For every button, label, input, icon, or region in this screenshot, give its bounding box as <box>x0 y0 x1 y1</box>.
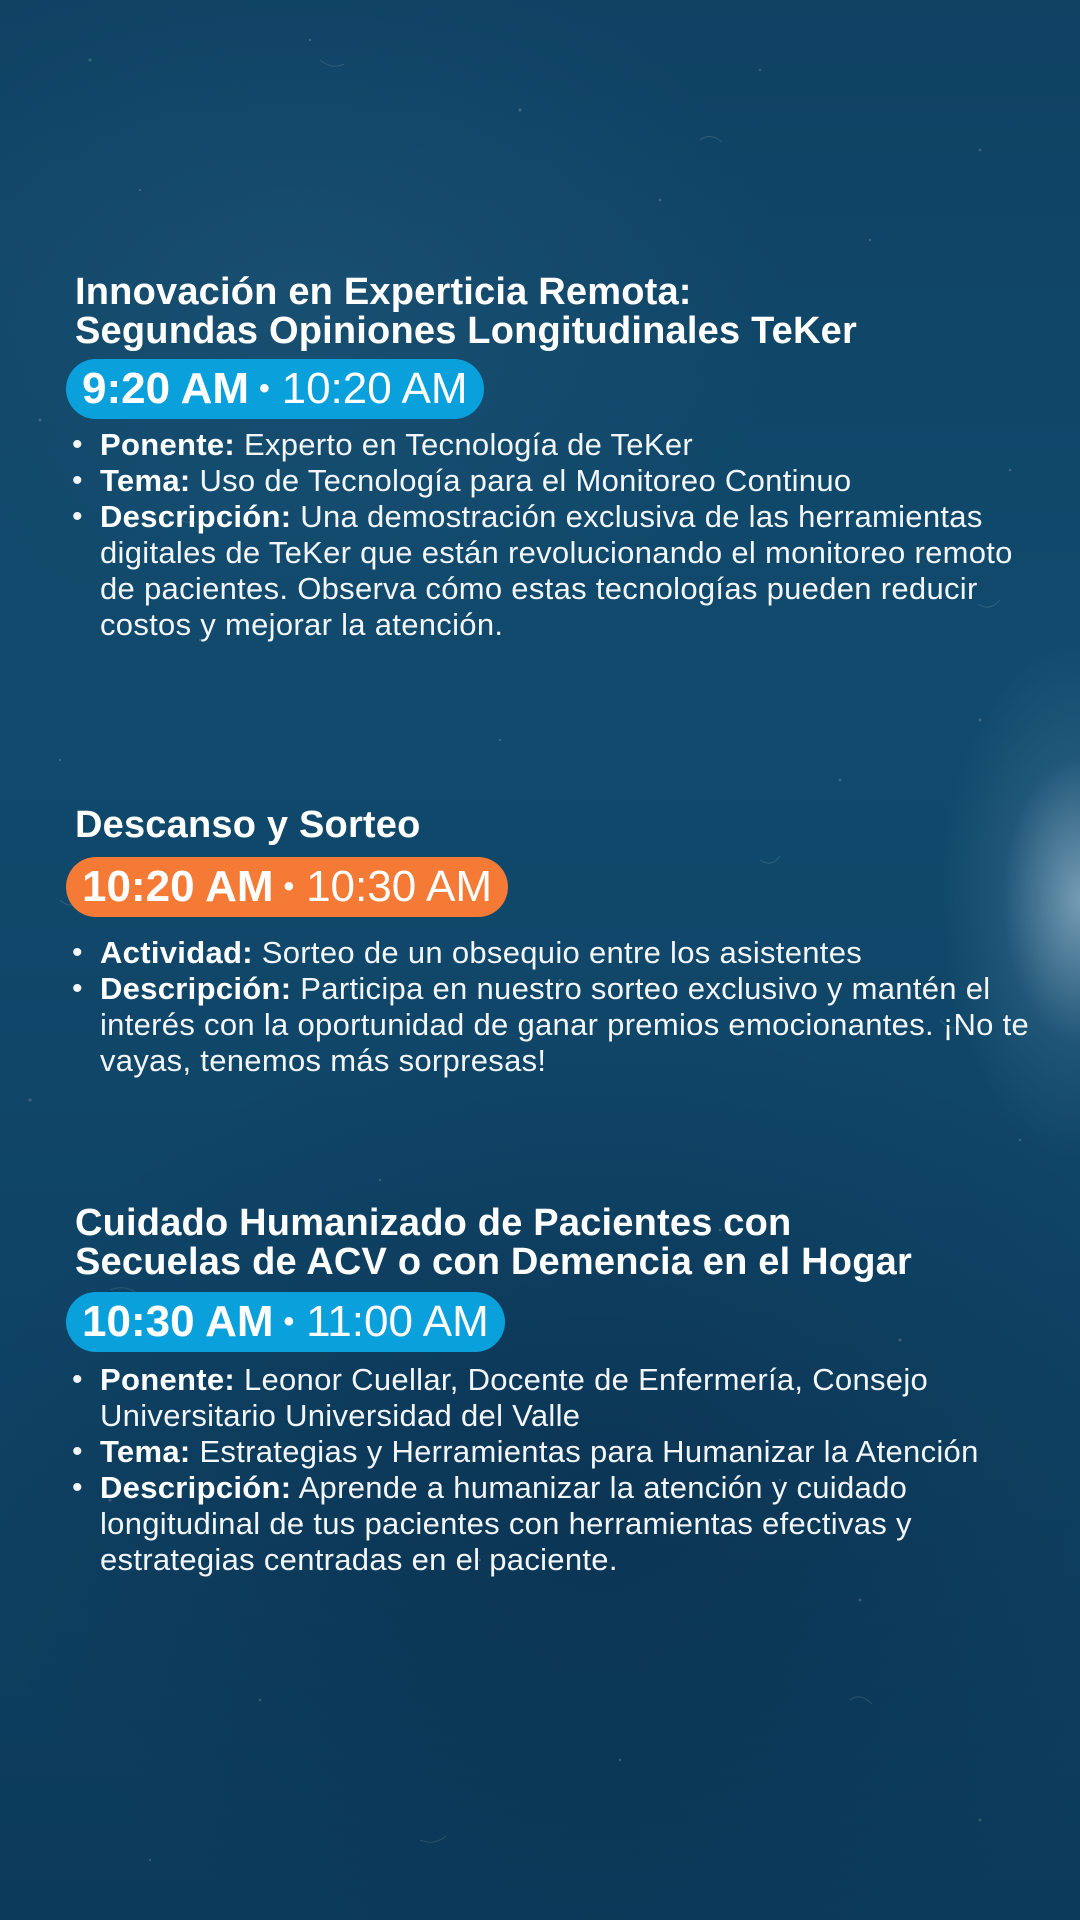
time-separator: • <box>259 372 270 405</box>
detail-item <box>72 1362 1040 1434</box>
session-1 <box>0 273 1080 643</box>
detail-text: Leonor Cuellar, Docente de Enfermería, Consejo Universitario Universidad del Valle <box>100 1362 929 1433</box>
detail-item <box>72 463 1040 499</box>
detail-label: Descripción: <box>100 499 292 534</box>
detail-label: Ponente: <box>100 1362 236 1397</box>
detail-text: Aprende a humanizar la atención y cuidado longitudinal de tus pacientes con herramientas efectivas y estrategias centradas en el paciente. <box>100 1470 912 1577</box>
bullet-icon: • <box>72 972 83 1005</box>
session-2 <box>0 806 1080 1079</box>
time-start: 9:20 AM <box>82 364 250 413</box>
time-pill <box>66 1292 505 1352</box>
detail-item <box>72 971 1040 1079</box>
session-details <box>0 427 1040 643</box>
detail-item <box>72 935 1040 971</box>
detail-label: Tema: <box>100 1434 191 1469</box>
detail-label: Descripción: <box>100 1470 292 1505</box>
detail-label: Descripción: <box>100 971 292 1006</box>
bullet-icon: • <box>72 1435 83 1468</box>
time-pill <box>66 359 484 419</box>
session-3 <box>0 1204 1080 1578</box>
session-details <box>0 1362 1040 1578</box>
bullet-icon: • <box>72 464 83 497</box>
detail-item <box>72 499 1040 643</box>
session-title-line: Segundas Opiniones Longitudinales TeKer <box>75 310 857 352</box>
detail-text: Sorteo de un obsequio entre los asistentes <box>261 935 863 970</box>
session-title-line: Descanso y Sorteo <box>75 804 421 846</box>
detail-text: Participa en nuestro sorteo exclusivo y mantén el interés con la oportunidad de ganar premios emocionantes. ¡No te vayas, tenemos más sorpresas! <box>100 971 1030 1078</box>
session-title-line: Secuelas de ACV o con Demencia en el Hogar <box>75 1241 912 1283</box>
time-end: 11:00 AM <box>306 1297 489 1346</box>
time-end: 10:30 AM <box>306 862 492 911</box>
time-separator: • <box>283 870 295 903</box>
detail-label: Actividad: <box>100 935 253 970</box>
session-title-line: Innovación en Experticia Remota: <box>75 271 692 313</box>
detail-label: Ponente: <box>100 427 236 462</box>
detail-item <box>72 1434 1040 1470</box>
session-title-line: Cuidado Humanizado de Pacientes con <box>75 1202 792 1244</box>
detail-text: Experto en Tecnología de TeKer <box>243 427 693 462</box>
time-start: 10:30 AM <box>82 1297 274 1346</box>
session-title <box>75 273 1080 351</box>
time-separator: • <box>283 1305 295 1338</box>
bullet-icon: • <box>72 1471 83 1504</box>
detail-label: Tema: <box>100 463 191 498</box>
time-end: 10:20 AM <box>281 364 468 413</box>
bullet-icon: • <box>72 428 83 461</box>
bullet-icon: • <box>72 936 83 969</box>
detail-text: Estrategias y Herramientas para Humanizar la Atención <box>199 1434 979 1469</box>
detail-item <box>72 427 1040 463</box>
time-pill <box>66 857 508 917</box>
bullet-icon: • <box>72 1363 83 1396</box>
detail-text: Uso de Tecnología para el Monitoreo Continuo <box>199 463 852 498</box>
session-title <box>75 806 1080 845</box>
session-title <box>75 1204 1080 1282</box>
time-start: 10:20 AM <box>82 862 274 911</box>
session-details <box>0 935 1040 1079</box>
bullet-icon: • <box>72 500 83 533</box>
detail-text: Una demostración exclusiva de las herramientas digitales de TeKer que están revolucionando el monitoreo remoto de pacientes. Observa cómo estas tecnologías pueden reducir costos y mejorar la atención. <box>100 499 1013 642</box>
detail-item <box>72 1470 1040 1578</box>
